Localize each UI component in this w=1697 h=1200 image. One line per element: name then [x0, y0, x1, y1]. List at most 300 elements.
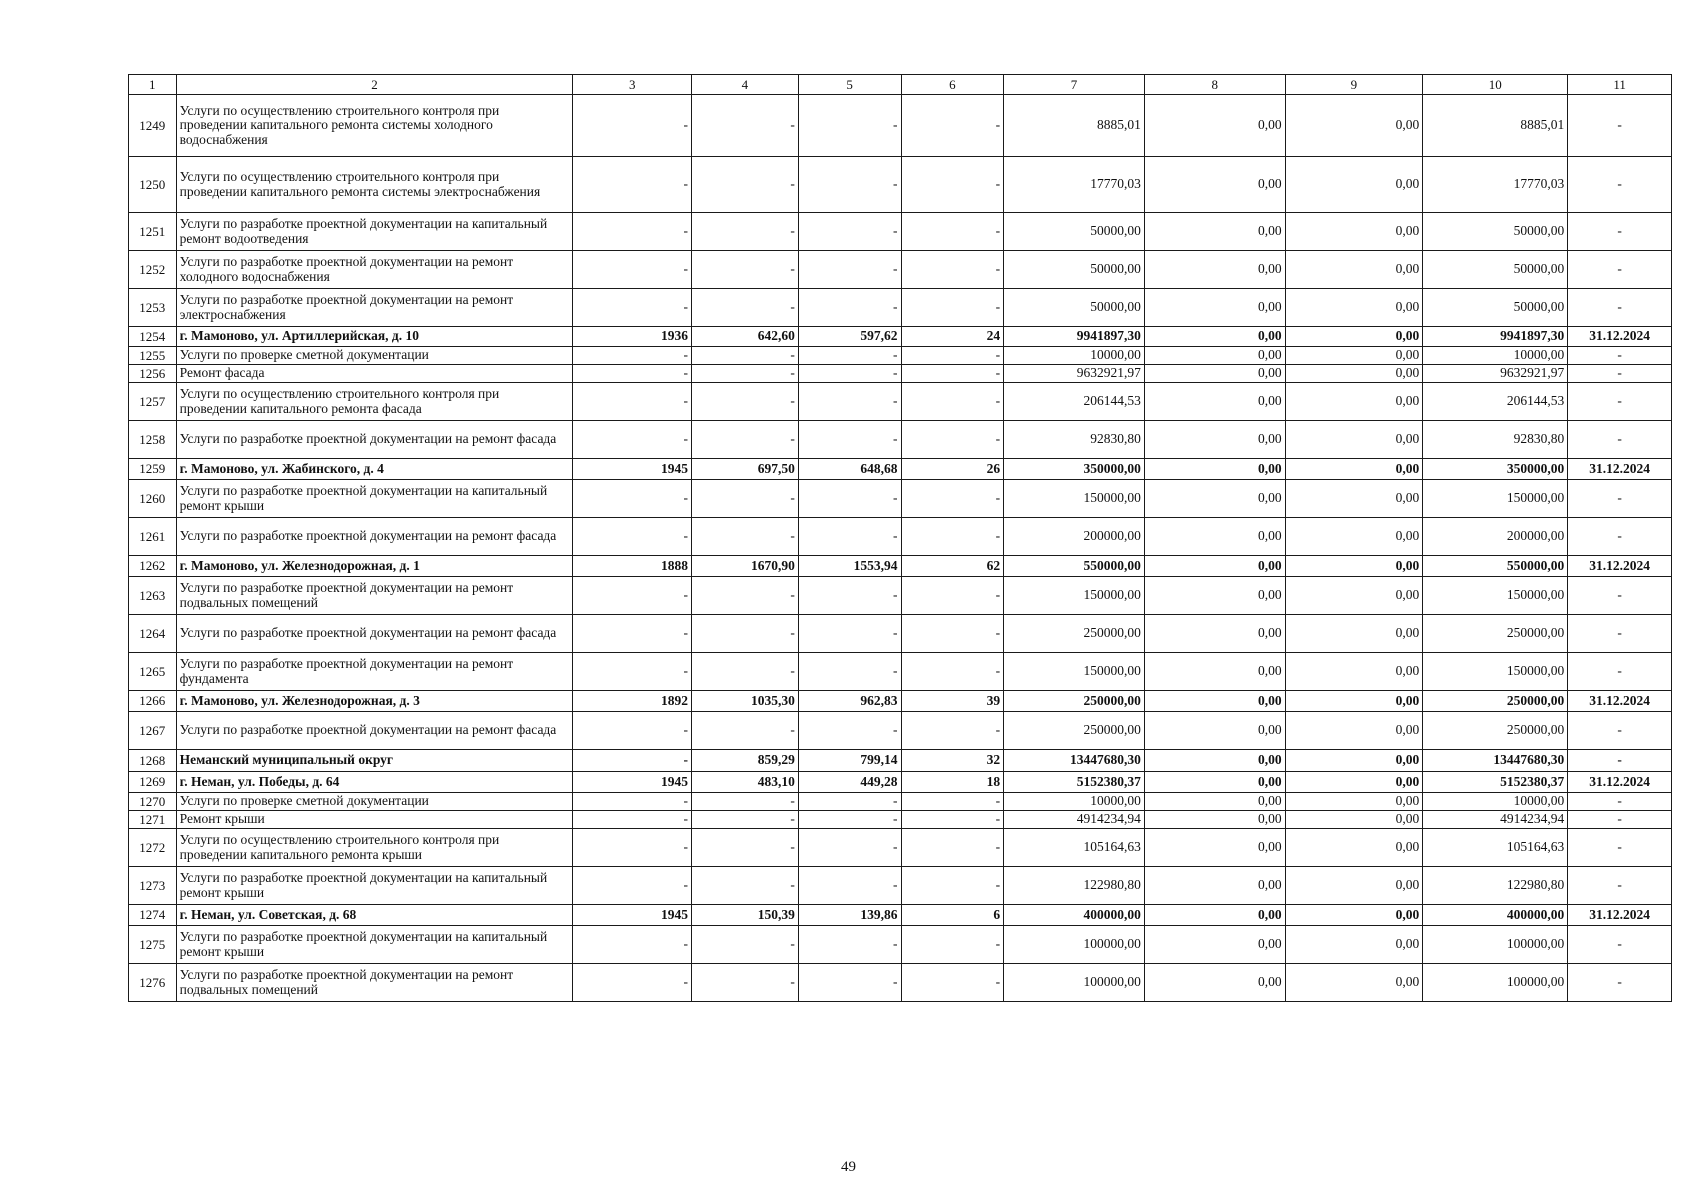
fund-cost-cell: 0,00	[1144, 347, 1285, 365]
item-name: Услуги по разработке проектной документации на капитальный ремонт крыши	[176, 480, 573, 518]
deadline-cell: -	[1568, 347, 1672, 365]
total-cost-cell: 400000,00	[1004, 905, 1145, 926]
address-row	[129, 750, 1672, 772]
area-total-cell: 697,50	[691, 459, 798, 480]
budget-cost-cell: 0,00	[1285, 365, 1423, 383]
fund-cost-cell: 0,00	[1144, 829, 1285, 867]
residents-cell: -	[901, 480, 1004, 518]
fund-cost-cell: 0,00	[1144, 811, 1285, 829]
year-cell: 1936	[573, 327, 692, 347]
row-number: 1272	[129, 829, 177, 867]
fund-cost-cell: 0,00	[1144, 577, 1285, 615]
area-living-cell: -	[798, 383, 901, 421]
table-row	[129, 829, 1672, 867]
item-name: Услуги по разработке проектной документации на капитальный ремонт крыши	[176, 867, 573, 905]
header-cell: 2	[176, 75, 573, 95]
area-total-cell: -	[691, 653, 798, 691]
budget-cost-cell: 0,00	[1285, 926, 1423, 964]
owners-cost-cell: 206144,53	[1423, 383, 1568, 421]
budget-cost-cell: 0,00	[1285, 95, 1423, 157]
item-name: Услуги по разработке проектной документации на ремонт фасада	[176, 518, 573, 556]
year-cell: 1945	[573, 459, 692, 480]
item-name: г. Мамоново, ул. Железнодорожная, д. 1	[176, 556, 573, 577]
table-row	[129, 421, 1672, 459]
area-living-cell: -	[798, 793, 901, 811]
budget-cost-cell: 0,00	[1285, 750, 1423, 772]
deadline-cell: -	[1568, 811, 1672, 829]
year-cell: 1892	[573, 691, 692, 712]
budget-cost-cell: 0,00	[1285, 829, 1423, 867]
header-cell: 5	[798, 75, 901, 95]
area-living-cell: -	[798, 213, 901, 251]
fund-cost-cell: 0,00	[1144, 251, 1285, 289]
residents-cell: 6	[901, 905, 1004, 926]
area-living-cell: -	[798, 347, 901, 365]
address-row	[129, 691, 1672, 712]
residents-cell: -	[901, 421, 1004, 459]
total-cost-cell: 5152380,37	[1004, 772, 1145, 793]
total-cost-cell: 350000,00	[1004, 459, 1145, 480]
year-cell: 1888	[573, 556, 692, 577]
residents-cell: -	[901, 964, 1004, 1002]
total-cost-cell: 250000,00	[1004, 615, 1145, 653]
header-cell: 4	[691, 75, 798, 95]
item-name: Услуги по осуществлению строительного контроля при проведении капитального ремонта фасада	[176, 383, 573, 421]
capital-repair-table	[128, 74, 1672, 1002]
residents-cell: -	[901, 653, 1004, 691]
deadline-cell: 31.12.2024	[1568, 459, 1672, 480]
address-row	[129, 327, 1672, 347]
row-number: 1259	[129, 459, 177, 480]
total-cost-cell: 10000,00	[1004, 347, 1145, 365]
deadline-cell: 31.12.2024	[1568, 772, 1672, 793]
budget-cost-cell: 0,00	[1285, 251, 1423, 289]
residents-cell: -	[901, 251, 1004, 289]
row-number: 1251	[129, 213, 177, 251]
deadline-cell: -	[1568, 829, 1672, 867]
area-living-cell: 962,83	[798, 691, 901, 712]
area-total-cell: -	[691, 365, 798, 383]
area-living-cell: 1553,94	[798, 556, 901, 577]
total-cost-cell: 105164,63	[1004, 829, 1145, 867]
area-total-cell: -	[691, 421, 798, 459]
residents-cell: -	[901, 95, 1004, 157]
budget-cost-cell: 0,00	[1285, 691, 1423, 712]
residents-cell: -	[901, 793, 1004, 811]
fund-cost-cell: 0,00	[1144, 327, 1285, 347]
year-cell: -	[573, 750, 692, 772]
owners-cost-cell: 50000,00	[1423, 289, 1568, 327]
row-number: 1254	[129, 327, 177, 347]
item-name: Услуги по разработке проектной документации на капитальный ремонт водоотведения	[176, 213, 573, 251]
area-total-cell: 483,10	[691, 772, 798, 793]
deadline-cell: -	[1568, 289, 1672, 327]
owners-cost-cell: 92830,80	[1423, 421, 1568, 459]
owners-cost-cell: 350000,00	[1423, 459, 1568, 480]
area-living-cell: 648,68	[798, 459, 901, 480]
row-number: 1269	[129, 772, 177, 793]
owners-cost-cell: 50000,00	[1423, 251, 1568, 289]
budget-cost-cell: 0,00	[1285, 459, 1423, 480]
area-total-cell: -	[691, 964, 798, 1002]
table-row	[129, 251, 1672, 289]
header-cell: 8	[1144, 75, 1285, 95]
budget-cost-cell: 0,00	[1285, 905, 1423, 926]
year-cell: -	[573, 793, 692, 811]
owners-cost-cell: 13447680,30	[1423, 750, 1568, 772]
fund-cost-cell: 0,00	[1144, 772, 1285, 793]
residents-cell: -	[901, 615, 1004, 653]
row-number: 1267	[129, 712, 177, 750]
budget-cost-cell: 0,00	[1285, 289, 1423, 327]
item-name: Услуги по проверке сметной документации	[176, 347, 573, 365]
owners-cost-cell: 250000,00	[1423, 615, 1568, 653]
row-number: 1268	[129, 750, 177, 772]
table-row	[129, 867, 1672, 905]
total-cost-cell: 150000,00	[1004, 577, 1145, 615]
total-cost-cell: 250000,00	[1004, 691, 1145, 712]
header-cell: 11	[1568, 75, 1672, 95]
area-total-cell: 150,39	[691, 905, 798, 926]
total-cost-cell: 200000,00	[1004, 518, 1145, 556]
deadline-cell: -	[1568, 213, 1672, 251]
budget-cost-cell: 0,00	[1285, 421, 1423, 459]
table-row	[129, 577, 1672, 615]
owners-cost-cell: 9632921,97	[1423, 365, 1568, 383]
item-name: Услуги по разработке проектной документации на ремонт фасада	[176, 615, 573, 653]
area-living-cell: -	[798, 251, 901, 289]
item-name: Услуги по осуществлению строительного контроля при проведении капитального ремонта крыши	[176, 829, 573, 867]
area-living-cell: -	[798, 712, 901, 750]
total-cost-cell: 13447680,30	[1004, 750, 1145, 772]
item-name: Неманский муниципальный округ	[176, 750, 573, 772]
year-cell: -	[573, 289, 692, 327]
year-cell: -	[573, 95, 692, 157]
table-row	[129, 157, 1672, 213]
residents-cell: -	[901, 383, 1004, 421]
budget-cost-cell: 0,00	[1285, 383, 1423, 421]
year-cell: -	[573, 421, 692, 459]
total-cost-cell: 150000,00	[1004, 480, 1145, 518]
residents-cell: -	[901, 926, 1004, 964]
area-living-cell: -	[798, 964, 901, 1002]
row-number: 1250	[129, 157, 177, 213]
table-row	[129, 615, 1672, 653]
item-name: Услуги по разработке проектной документации на ремонт электроснабжения	[176, 289, 573, 327]
row-number: 1252	[129, 251, 177, 289]
address-row	[129, 556, 1672, 577]
item-name: Услуги по разработке проектной документации на ремонт фундамента	[176, 653, 573, 691]
residents-cell: -	[901, 518, 1004, 556]
budget-cost-cell: 0,00	[1285, 793, 1423, 811]
year-cell: -	[573, 251, 692, 289]
fund-cost-cell: 0,00	[1144, 365, 1285, 383]
row-number: 1275	[129, 926, 177, 964]
budget-cost-cell: 0,00	[1285, 213, 1423, 251]
address-row	[129, 905, 1672, 926]
table-row	[129, 383, 1672, 421]
owners-cost-cell: 105164,63	[1423, 829, 1568, 867]
deadline-cell: 31.12.2024	[1568, 905, 1672, 926]
owners-cost-cell: 550000,00	[1423, 556, 1568, 577]
deadline-cell: -	[1568, 157, 1672, 213]
owners-cost-cell: 10000,00	[1423, 793, 1568, 811]
area-living-cell: -	[798, 829, 901, 867]
deadline-cell: -	[1568, 365, 1672, 383]
row-number: 1270	[129, 793, 177, 811]
deadline-cell: -	[1568, 653, 1672, 691]
address-row	[129, 459, 1672, 480]
row-number: 1249	[129, 95, 177, 157]
fund-cost-cell: 0,00	[1144, 653, 1285, 691]
total-cost-cell: 122980,80	[1004, 867, 1145, 905]
year-cell: -	[573, 829, 692, 867]
budget-cost-cell: 0,00	[1285, 556, 1423, 577]
fund-cost-cell: 0,00	[1144, 691, 1285, 712]
deadline-cell: -	[1568, 518, 1672, 556]
residents-cell: -	[901, 577, 1004, 615]
owners-cost-cell: 150000,00	[1423, 653, 1568, 691]
year-cell: -	[573, 157, 692, 213]
table-row	[129, 712, 1672, 750]
row-number: 1264	[129, 615, 177, 653]
row-number: 1257	[129, 383, 177, 421]
fund-cost-cell: 0,00	[1144, 964, 1285, 1002]
residents-cell: 32	[901, 750, 1004, 772]
owners-cost-cell: 150000,00	[1423, 480, 1568, 518]
total-cost-cell: 9941897,30	[1004, 327, 1145, 347]
budget-cost-cell: 0,00	[1285, 867, 1423, 905]
owners-cost-cell: 250000,00	[1423, 691, 1568, 712]
area-living-cell: 449,28	[798, 772, 901, 793]
area-living-cell: -	[798, 926, 901, 964]
budget-cost-cell: 0,00	[1285, 347, 1423, 365]
residents-cell: -	[901, 712, 1004, 750]
table-row	[129, 926, 1672, 964]
owners-cost-cell: 400000,00	[1423, 905, 1568, 926]
table-row	[129, 347, 1672, 365]
year-cell: -	[573, 926, 692, 964]
fund-cost-cell: 0,00	[1144, 459, 1285, 480]
area-total-cell: -	[691, 289, 798, 327]
table-row	[129, 653, 1672, 691]
total-cost-cell: 150000,00	[1004, 653, 1145, 691]
header-cell: 1	[129, 75, 177, 95]
deadline-cell: 31.12.2024	[1568, 556, 1672, 577]
total-cost-cell: 92830,80	[1004, 421, 1145, 459]
budget-cost-cell: 0,00	[1285, 811, 1423, 829]
year-cell: -	[573, 867, 692, 905]
fund-cost-cell: 0,00	[1144, 421, 1285, 459]
item-name: Услуги по разработке проектной документации на ремонт холодного водоснабжения	[176, 251, 573, 289]
deadline-cell: 31.12.2024	[1568, 691, 1672, 712]
total-cost-cell: 10000,00	[1004, 793, 1145, 811]
owners-cost-cell: 8885,01	[1423, 95, 1568, 157]
item-name: г. Неман, ул. Победы, д. 64	[176, 772, 573, 793]
address-row	[129, 772, 1672, 793]
item-name: Услуги по разработке проектной документации на ремонт фасада	[176, 712, 573, 750]
year-cell: -	[573, 577, 692, 615]
year-cell: -	[573, 365, 692, 383]
area-living-cell: -	[798, 480, 901, 518]
area-living-cell: 799,14	[798, 750, 901, 772]
owners-cost-cell: 122980,80	[1423, 867, 1568, 905]
area-living-cell: -	[798, 157, 901, 213]
page-number: 49	[841, 1159, 856, 1175]
table-row	[129, 289, 1672, 327]
area-total-cell: -	[691, 95, 798, 157]
fund-cost-cell: 0,00	[1144, 518, 1285, 556]
total-cost-cell: 550000,00	[1004, 556, 1145, 577]
fund-cost-cell: 0,00	[1144, 213, 1285, 251]
deadline-cell: -	[1568, 615, 1672, 653]
budget-cost-cell: 0,00	[1285, 772, 1423, 793]
year-cell: -	[573, 347, 692, 365]
residents-cell: 26	[901, 459, 1004, 480]
owners-cost-cell: 250000,00	[1423, 712, 1568, 750]
table-row	[129, 811, 1672, 829]
deadline-cell: -	[1568, 251, 1672, 289]
residents-cell: -	[901, 867, 1004, 905]
header-cell: 9	[1285, 75, 1423, 95]
fund-cost-cell: 0,00	[1144, 383, 1285, 421]
budget-cost-cell: 0,00	[1285, 577, 1423, 615]
area-living-cell: -	[798, 867, 901, 905]
area-total-cell: -	[691, 213, 798, 251]
item-name: г. Мамоново, ул. Железнодорожная, д. 3	[176, 691, 573, 712]
budget-cost-cell: 0,00	[1285, 964, 1423, 1002]
area-total-cell: 1035,30	[691, 691, 798, 712]
area-living-cell: -	[798, 653, 901, 691]
year-cell: 1945	[573, 772, 692, 793]
residents-cell: 18	[901, 772, 1004, 793]
item-name: Услуги по разработке проектной документации на капитальный ремонт крыши	[176, 926, 573, 964]
deadline-cell: -	[1568, 926, 1672, 964]
residents-cell: 62	[901, 556, 1004, 577]
year-cell: -	[573, 811, 692, 829]
total-cost-cell: 100000,00	[1004, 964, 1145, 1002]
budget-cost-cell: 0,00	[1285, 615, 1423, 653]
area-living-cell: 139,86	[798, 905, 901, 926]
year-cell: 1945	[573, 905, 692, 926]
deadline-cell: -	[1568, 793, 1672, 811]
item-name: Услуги по разработке проектной документации на ремонт фасада	[176, 421, 573, 459]
row-number: 1263	[129, 577, 177, 615]
area-living-cell: -	[798, 95, 901, 157]
item-name: Услуги по осуществлению строительного контроля при проведении капитального ремонта системы электроснабжения	[176, 157, 573, 213]
residents-cell: -	[901, 157, 1004, 213]
row-number: 1266	[129, 691, 177, 712]
year-cell: -	[573, 383, 692, 421]
owners-cost-cell: 4914234,94	[1423, 811, 1568, 829]
header-cell: 6	[901, 75, 1004, 95]
fund-cost-cell: 0,00	[1144, 157, 1285, 213]
year-cell: -	[573, 518, 692, 556]
row-number: 1261	[129, 518, 177, 556]
owners-cost-cell: 200000,00	[1423, 518, 1568, 556]
owners-cost-cell: 100000,00	[1423, 964, 1568, 1002]
deadline-cell: -	[1568, 750, 1672, 772]
table-row	[129, 518, 1672, 556]
residents-cell: -	[901, 365, 1004, 383]
row-number: 1274	[129, 905, 177, 926]
fund-cost-cell: 0,00	[1144, 867, 1285, 905]
deadline-cell: -	[1568, 421, 1672, 459]
table-row	[129, 365, 1672, 383]
item-name: г. Мамоново, ул. Артиллерийская, д. 10	[176, 327, 573, 347]
fund-cost-cell: 0,00	[1144, 289, 1285, 327]
total-cost-cell: 4914234,94	[1004, 811, 1145, 829]
row-number: 1253	[129, 289, 177, 327]
budget-cost-cell: 0,00	[1285, 653, 1423, 691]
year-cell: -	[573, 615, 692, 653]
area-living-cell: -	[798, 577, 901, 615]
deadline-cell: -	[1568, 964, 1672, 1002]
total-cost-cell: 50000,00	[1004, 289, 1145, 327]
deadline-cell: -	[1568, 867, 1672, 905]
deadline-cell: 31.12.2024	[1568, 327, 1672, 347]
row-number: 1255	[129, 347, 177, 365]
total-cost-cell: 17770,03	[1004, 157, 1145, 213]
area-total-cell: 642,60	[691, 327, 798, 347]
area-total-cell: -	[691, 480, 798, 518]
year-cell: -	[573, 712, 692, 750]
residents-cell: -	[901, 829, 1004, 867]
table-row	[129, 95, 1672, 157]
budget-cost-cell: 0,00	[1285, 157, 1423, 213]
header-cell: 3	[573, 75, 692, 95]
fund-cost-cell: 0,00	[1144, 480, 1285, 518]
area-total-cell: -	[691, 811, 798, 829]
residents-cell: -	[901, 289, 1004, 327]
area-total-cell: -	[691, 615, 798, 653]
fund-cost-cell: 0,00	[1144, 905, 1285, 926]
item-name: г. Неман, ул. Советская, д. 68	[176, 905, 573, 926]
owners-cost-cell: 9941897,30	[1423, 327, 1568, 347]
area-living-cell: -	[798, 811, 901, 829]
item-name: Услуги по разработке проектной документации на ремонт подвальных помещений	[176, 964, 573, 1002]
year-cell: -	[573, 213, 692, 251]
area-total-cell: -	[691, 157, 798, 213]
row-number: 1258	[129, 421, 177, 459]
total-cost-cell: 206144,53	[1004, 383, 1145, 421]
header-row	[129, 75, 1672, 95]
item-name: Услуги по осуществлению строительного контроля при проведении капитального ремонта системы холодного водоснабжения	[176, 95, 573, 157]
deadline-cell: -	[1568, 712, 1672, 750]
deadline-cell: -	[1568, 577, 1672, 615]
table-row	[129, 964, 1672, 1002]
area-total-cell: 859,29	[691, 750, 798, 772]
fund-cost-cell: 0,00	[1144, 712, 1285, 750]
area-total-cell: -	[691, 251, 798, 289]
item-name: Ремонт фасада	[176, 365, 573, 383]
area-total-cell: 1670,90	[691, 556, 798, 577]
item-name: Услуги по проверке сметной документации	[176, 793, 573, 811]
residents-cell: 39	[901, 691, 1004, 712]
header-cell: 7	[1004, 75, 1145, 95]
row-number: 1276	[129, 964, 177, 1002]
row-number: 1271	[129, 811, 177, 829]
table-row	[129, 793, 1672, 811]
row-number: 1262	[129, 556, 177, 577]
fund-cost-cell: 0,00	[1144, 556, 1285, 577]
area-total-cell: -	[691, 383, 798, 421]
owners-cost-cell: 150000,00	[1423, 577, 1568, 615]
residents-cell: -	[901, 347, 1004, 365]
row-number: 1273	[129, 867, 177, 905]
fund-cost-cell: 0,00	[1144, 95, 1285, 157]
total-cost-cell: 8885,01	[1004, 95, 1145, 157]
